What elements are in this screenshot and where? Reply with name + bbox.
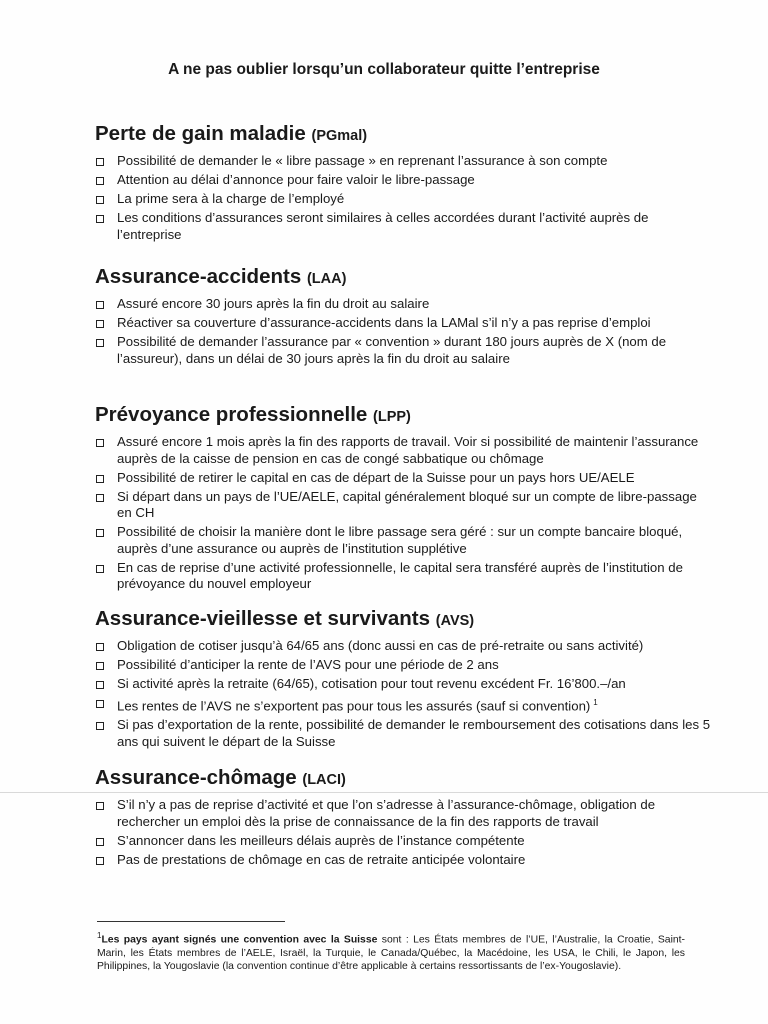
section-heading-text: Prévoyance professionnelle — [95, 403, 368, 426]
footnote-rule — [97, 921, 285, 922]
section-lpp — [93, 402, 713, 595]
section-laa — [93, 264, 713, 370]
checklist-item — [93, 296, 713, 313]
checklist-item — [93, 676, 713, 693]
checklist-item-text: Possibilité de demander le « libre passage » en reprenant l’assurance à son compte — [117, 153, 608, 168]
checklist-item — [93, 153, 713, 170]
checkbox-icon — [96, 643, 104, 651]
checklist-item-text: Possibilité d’anticiper la rente de l’AVS pour une période de 2 ans — [117, 657, 499, 672]
checklist-item — [93, 172, 713, 189]
checkbox-icon — [96, 565, 104, 573]
section-abbreviation: (PGmal) — [311, 128, 368, 144]
checklist-item-text: En cas de reprise d’une activité professionnelle, le capital sera transféré auprès de l’institution de prévoyance du nouvel employeur — [117, 559, 683, 591]
section-heading — [95, 606, 713, 634]
checklist-item — [93, 833, 713, 850]
checkbox-icon — [96, 700, 104, 708]
checklist-item-text: Obligation de cotiser jusqu’à 64/65 ans (donc aussi en cas de pré-retraite ou sans activité) — [117, 638, 644, 653]
section-heading — [95, 402, 713, 430]
checklist-item — [93, 210, 713, 243]
footnote-reference: 1 — [593, 698, 598, 707]
checklist-item — [93, 191, 713, 208]
checklist-item — [93, 470, 713, 487]
checkbox-icon — [96, 857, 104, 865]
checkbox-icon — [96, 196, 104, 204]
checklist-item — [93, 334, 713, 367]
checklist — [93, 638, 713, 750]
section-heading — [95, 765, 713, 793]
checklist-item-text: Si pas d’exportation de la rente, possibilité de demander le remboursement des cotisations dans les 5 ans qui suivent le départ de la Suisse — [117, 717, 711, 749]
checkbox-icon — [96, 722, 104, 730]
checklist-item-text: Les rentes de l’AVS ne s’exportent pas pour tous les assurés (sauf si convention) — [117, 698, 591, 714]
section-abbreviation: (LAA) — [306, 271, 347, 287]
checkbox-icon — [96, 339, 104, 347]
checkbox-icon — [96, 802, 104, 810]
footnote-text: sont : Les États membres de l’UE, l’Australie, la Croatie, Saint-Marin, les États membres de l’AELE, Israël, la Turquie, le Canada/Québec, la Macédoine, les USA, le Chili, le Japon, les Philippines, la Yougoslavie (la convention continue d’être applicable à certains ressortissants de l’ex-Yougoslavie). — [97, 934, 685, 973]
section-abbreviation: (LPP) — [373, 409, 411, 425]
checklist-item-text: Réactiver sa couverture d’assurance-accidents dans la LAMal s’il n’y a pas reprise d’emploi — [117, 315, 651, 330]
checklist — [93, 296, 713, 367]
section-abbreviation: (LACI) — [302, 772, 346, 788]
section-abbreviation: (AVS) — [435, 613, 475, 629]
checklist-item — [93, 489, 713, 522]
checklist-item — [93, 524, 713, 557]
checkbox-icon — [96, 320, 104, 328]
checklist-item-text: Si activité après la retraite (64/65), cotisation pour tout revenu excédent Fr. 16’800.–/an — [117, 676, 626, 691]
section-heading-text: Assurance-accidents — [95, 265, 302, 288]
section-heading-text: Perte de gain maladie — [95, 122, 306, 145]
checklist-item — [93, 797, 713, 830]
section-heading — [95, 121, 713, 149]
checklist-item-text: Les conditions d’assurances seront similaires à celles accordées durant l’activité auprès de l’entreprise — [117, 210, 649, 242]
checklist-item-text: S’il n’y a pas de reprise d’activité et que l’on s’adresse à l’assurance-chômage, obligation de rechercher un emploi dès la prise de connaissance de la fin des rapports de travail — [117, 797, 656, 829]
checklist-item-text: Possibilité de retirer le capital en cas de départ de la Suisse pour un pays hors UE/AELE — [117, 469, 635, 485]
checkbox-icon — [96, 475, 104, 483]
section-laci — [93, 765, 713, 871]
checkbox-icon — [96, 838, 104, 846]
section-avs — [93, 606, 713, 753]
footnote-mark: 1 — [97, 931, 102, 940]
checklist-item — [93, 717, 713, 750]
checkbox-icon — [96, 662, 104, 670]
checklist — [93, 797, 713, 868]
checklist-item — [93, 852, 713, 869]
checklist-item-text: Si départ dans un pays de l’UE/AELE, capital généralement bloqué sur un compte de libre-passage en CH — [117, 488, 697, 520]
checkbox-icon — [96, 494, 104, 502]
checkbox-icon — [96, 681, 104, 689]
checklist-item-text: La prime sera à la charge de l’employé — [117, 191, 345, 206]
section-heading — [95, 264, 713, 292]
checkbox-icon — [96, 158, 104, 166]
checklist-item — [93, 315, 713, 332]
checklist-item — [93, 560, 713, 593]
section-heading-text: Assurance-chômage — [95, 766, 297, 789]
page-title: A ne pas oublier lorsqu’un collaborateur quitte l’entreprise — [168, 61, 600, 78]
checklist-item-text: Pas de prestations de chômage en cas de retraite anticipée volontaire — [117, 851, 526, 867]
checklist-item-text: Possibilité de choisir la manière dont le libre passage sera géré : sur un compte bancaire bloqué, auprès d’une assurance ou auprès de l’institution supplétive — [117, 524, 683, 556]
section-heading-text: Assurance-vieillesse et survivants — [95, 607, 431, 630]
checkbox-icon — [96, 215, 104, 223]
checkbox-icon — [96, 301, 104, 309]
checklist-item — [93, 434, 713, 467]
checklist-item — [93, 657, 713, 674]
checklist-item-text: Possibilité de demander l’assurance par « convention » durant 180 jours auprès de X (nom de l’assureur), dans un délai de 30 jours après la fin du droit au salaire — [117, 334, 667, 366]
checklist — [93, 153, 713, 243]
checkbox-icon — [96, 177, 104, 185]
section-pgmal — [93, 121, 713, 246]
checklist-item-text: Assuré encore 1 mois après la fin des rapports de travail. Voir si possibilité de maintenir l’assurance auprès de la caisse de pension en cas de congé sabbatique ou chômage — [117, 434, 699, 466]
checkbox-icon — [96, 529, 104, 537]
checklist-item — [93, 638, 713, 655]
checkbox-icon — [96, 439, 104, 447]
checklist-item-text: S’annoncer dans les meilleurs délais auprès de l’instance compétente — [117, 832, 525, 848]
checklist-item-text: Attention au délai d’annonce pour faire valoir le libre-passage — [117, 172, 475, 187]
checklist — [93, 434, 713, 593]
footnote — [97, 929, 685, 974]
checklist-item-text: Assuré encore 30 jours après la fin du droit au salaire — [117, 296, 430, 311]
checklist-item — [93, 695, 713, 715]
footnote-lead: Les pays ayant signés une convention avec la Suisse — [101, 934, 378, 946]
